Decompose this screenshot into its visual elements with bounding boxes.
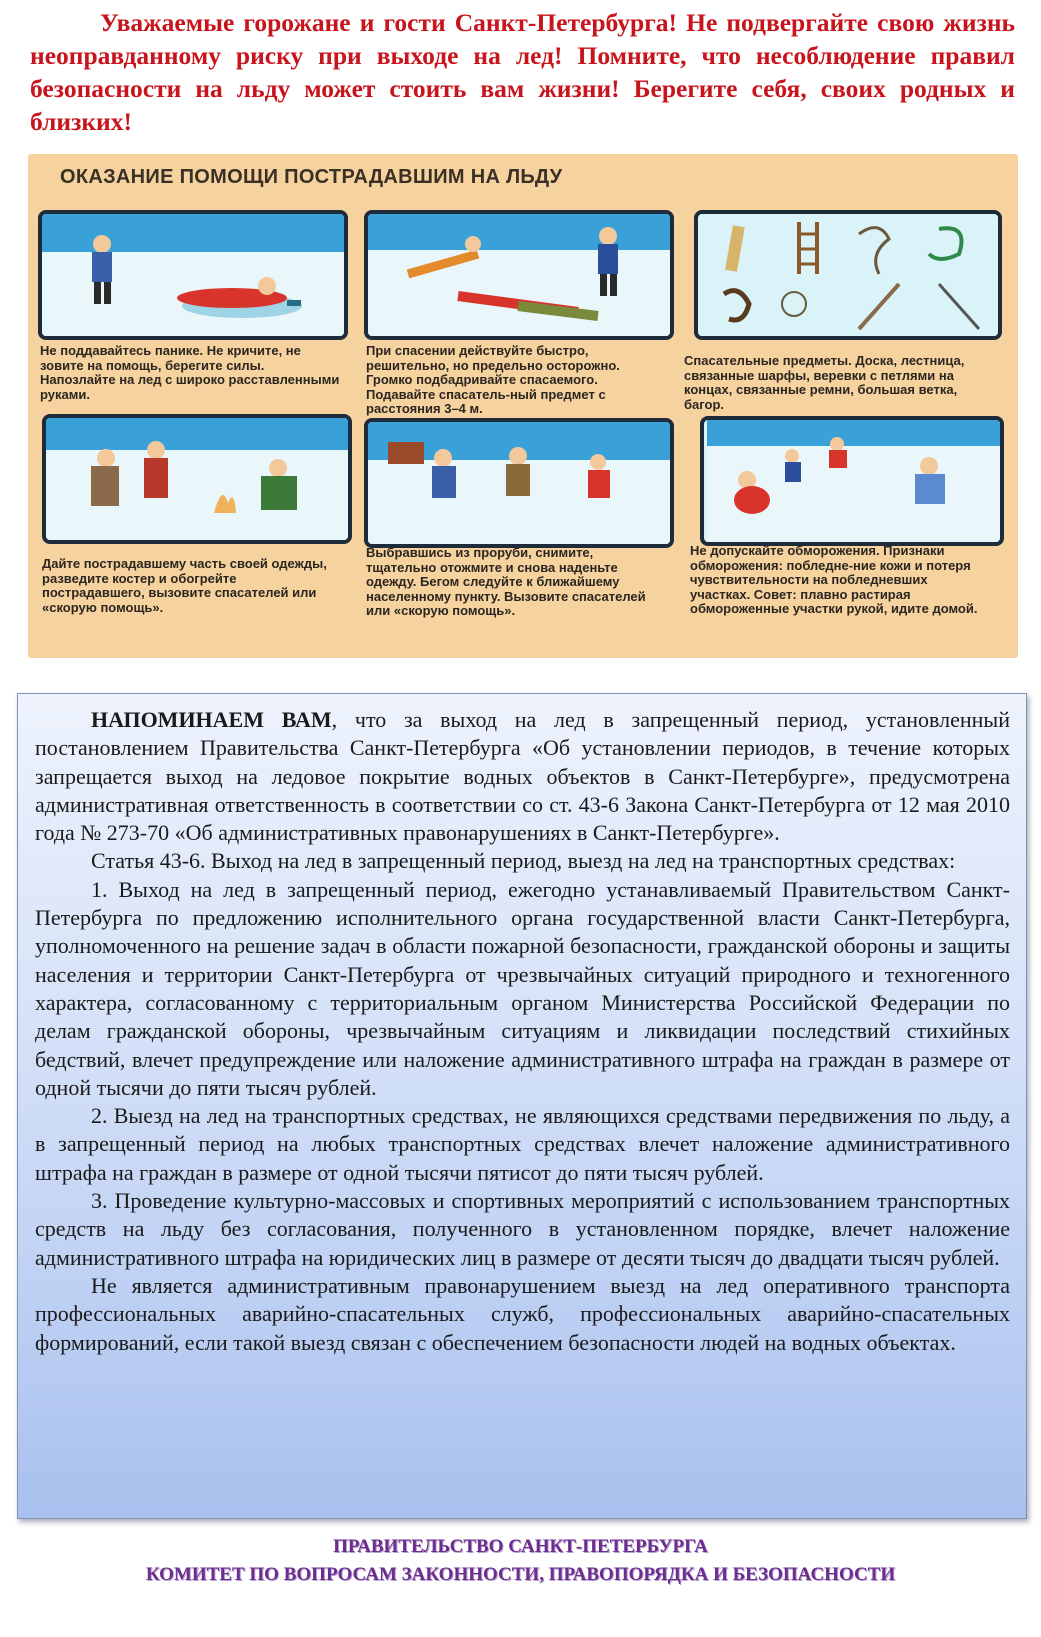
notice-lead bbox=[35, 706, 1010, 847]
panel-illustration-crawl bbox=[38, 210, 348, 340]
notice-lead-text: , что за выход на лед в запрещенный период, установленный постановлением Правительства Санкт-Петербурга «Об установлении периодов, в течение которых запрещается выход на ледовое покрытие водных объектов в Санкт-Петербурге», предусмотрена административная ответственность в соответствии со ст. 43-6 Закона Санкт-Петербурга от 12 мая 2010 года № 273-70 «Об административных правонарушениях в Санкт-Петербурге». bbox=[35, 707, 1010, 846]
notice-item-2: 2. Выезд на лед на транспортных средствах, не являющихся средствами передвижения по льду, а в запрещенный период на любых транспортных средствах влечет наложение административного штрафа на граждан в размере от одной тысячи пятисот до пяти тысяч рублей. bbox=[35, 1103, 1010, 1185]
panel-caption: Не допускайте обморожения. Признаки обморожения: побледне-ние кожи и потеря чувствительности на побледневших участках. Совет: плавно растирая обмороженные участки рукой, идите домой. bbox=[690, 543, 978, 616]
notice-item-3: 3. Проведение культурно-массовых и спортивных мероприятий с использованием транспортных средств на льду без согласования, полученного в установленном порядке, влечет наложение административного штрафа на юридических лиц в размере от десяти тысяч до двадцати тысяч рублей. bbox=[35, 1188, 1010, 1270]
footer-government: ПРАВИТЕЛЬСТВО САНКТ-ПЕТЕРБУРГА bbox=[333, 1536, 708, 1557]
panel-caption: Спасательные предметы. Доска, лестница, связанные шарфы, веревки с петлями на концах, связанные ремни, большая ветка, багор. bbox=[684, 353, 965, 412]
poster-title: ОКАЗАНИЕ ПОМОЩИ ПОСТРАДАВШИМ НА ЛЬДУ bbox=[60, 166, 563, 188]
legal-notice-box bbox=[17, 693, 1027, 1519]
panel-caption: Не поддавайтесь панике. Не кричите, не зовите на помощь, берегите силы. Напозлайте на лед с широко расставленными руками. bbox=[40, 343, 340, 402]
panel-illustration-running bbox=[364, 418, 674, 548]
panel-caption: Выбравшись из проруби, снимите, тщательно отожмите и снова наденьте одежду. Бегом следуйте к ближайшему населенному пункту. Вызовите спасателей или «скорую помощь». bbox=[366, 545, 646, 618]
panel-illustration-rescue bbox=[364, 210, 674, 340]
panel-illustration-frostbite bbox=[700, 416, 1004, 546]
notice-article-title: Статья 43-6. Выход на лед в запрещенный период, выезд на лед на транспортных средствах: bbox=[91, 848, 956, 874]
panel-caption: Дайте пострадавшему часть своей одежды, разведите костер и обогрейте пострадавшего, вызовите спасателей или «скорую помощь». bbox=[42, 556, 327, 615]
intro-warning: Уважаемые горожане и гости Санкт-Петербурга! Не подвергайте свою жизнь неоправданному риску при выходе на лед! Помните, что несоблюдение правил безопасности на льду может стоить вам жизни! Берегите себя, своих родных и близких! bbox=[30, 8, 1015, 136]
panel-illustration-tools bbox=[694, 210, 1002, 340]
footer-committee: КОМИТЕТ ПО ВОПРОСАМ ЗАКОННОСТИ, ПРАВОПОРЯДКА И БЕЗОПАСНОСТИ bbox=[145, 1564, 896, 1585]
panel-caption: При спасении действуйте быстро, решительно, но предельно осторожно. Громко подбадривайте спасаемого. Подавайте спасатель-ный предмет с расстояния 3–4 м. bbox=[366, 343, 620, 416]
ice-rescue-poster bbox=[28, 154, 1018, 658]
notice-lead-bold: НАПОМИНАЕМ ВАМ bbox=[91, 707, 332, 732]
notice-item-1: 1. Выход на лед в запрещенный период, ежегодно устанавливаемый Правительством Санкт-Петербурга по предложению исполнительного органа государственной власти Санкт-Петербурга, уполномоченного на решение задач в области пожарной безопасности, гражданской обороны и защиты населения и территории Санкт-Петербурга от чрезвычайных ситуаций природного и техногенного характера, согласованному с территориальным органом Министерства Российской Федерации по делам гражданской обороны, чрезвычайным ситуациям и ликвидации последствий стихийных бедствий, влечет предупреждение или наложение административного штрафа на граждан в размере от одной тысячи до пяти тысяч рублей. bbox=[35, 876, 1010, 1100]
panel-illustration-warming bbox=[42, 414, 352, 544]
notice-exception: Не является административным правонарушением выезд на лед оперативного транспорта профессиональных аварийно-спасательных служб, профессиональных аварийно-спасательных формирований, если такой выезд связан с обеспечением безопасности людей на водных объектах. bbox=[35, 1272, 1010, 1355]
